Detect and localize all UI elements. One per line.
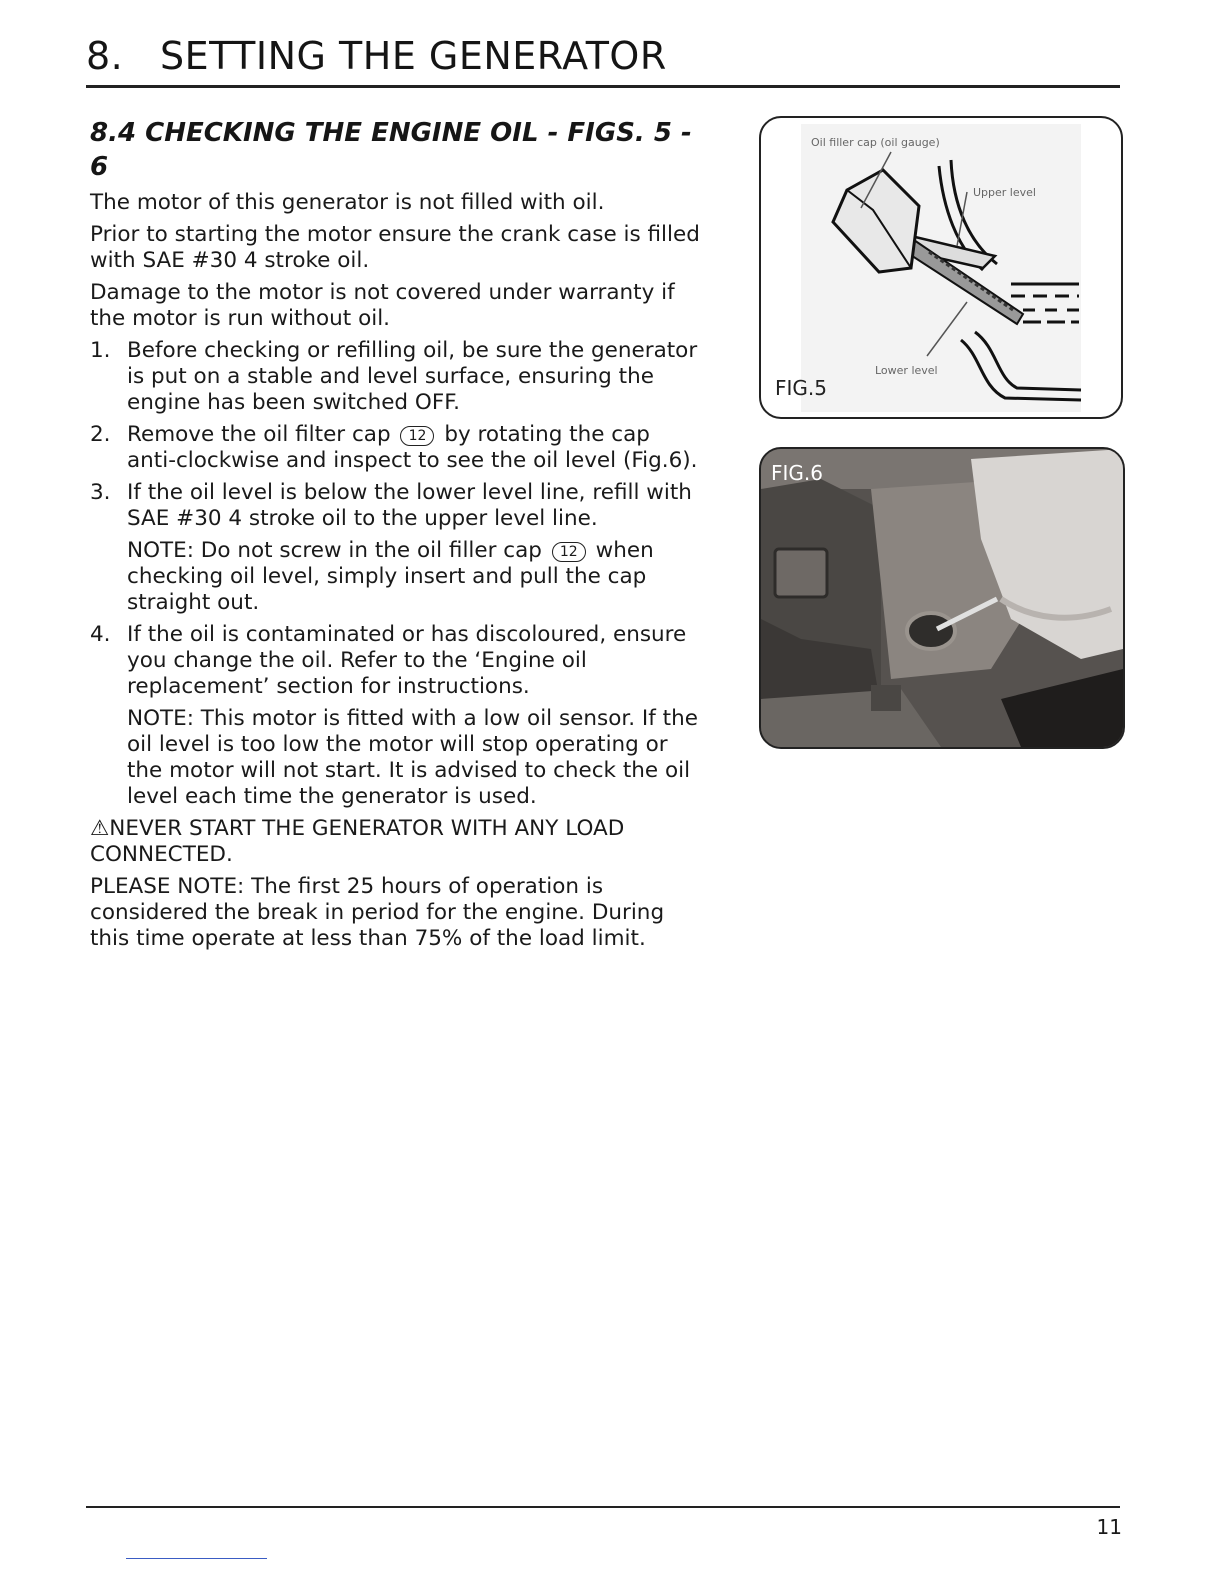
note-step-4: NOTE: This motor is fitted with a low oil sensor. If the oil level is too low the motor will stop operating or the motor will not start. It is advised to check the oil level each time the generator is used. bbox=[127, 706, 698, 809]
warning-text: NEVER START THE GENERATOR WITH ANY LOAD CONNECTED. bbox=[90, 816, 625, 867]
chapter-title-text: SETTING THE GENERATOR bbox=[160, 34, 667, 78]
figure-5 bbox=[759, 116, 1123, 419]
chapter-title bbox=[86, 34, 667, 80]
chapter-number: 8. bbox=[86, 34, 124, 78]
part-reference-badge: 12 bbox=[552, 542, 586, 562]
figure-6-label: FIG.6 bbox=[771, 461, 823, 485]
step-1 bbox=[90, 338, 705, 416]
intro-paragraph: Prior to starting the motor ensure the crank case is filled with SAE #30 4 stroke oil. bbox=[90, 222, 700, 273]
callout-lower-level: Lower level bbox=[875, 364, 938, 377]
please-note: PLEASE NOTE: The first 25 hours of operation is considered the break in period for the engine. During this time operate at less than 75% of the load limit. bbox=[90, 874, 665, 951]
step-text: If the oil is contaminated or has discoloured, ensure you change the oil. Refer to the ‘Engine oil replacement’ section for instructions. bbox=[127, 622, 687, 699]
oil-gauge-diagram bbox=[761, 118, 1121, 417]
step-number: 1. bbox=[90, 338, 111, 363]
callout-oil-filler-cap: Oil filler cap (oil gauge) bbox=[811, 136, 940, 149]
step-text: If the oil level is below the lower level line, refill with SAE #30 4 stroke oil to the upper level line. bbox=[127, 480, 692, 531]
footer-link-underline bbox=[126, 1558, 267, 1559]
intro-paragraph: The motor of this generator is not filled with oil. bbox=[90, 190, 605, 215]
section-heading: 8.4 CHECKING THE ENGINE OIL - FIGS. 5 - 6 bbox=[90, 118, 692, 182]
warning-line bbox=[90, 816, 705, 868]
figure-5-label: FIG.5 bbox=[775, 376, 827, 400]
part-reference-badge: 12 bbox=[400, 426, 434, 446]
text-column bbox=[90, 116, 705, 958]
header-rule bbox=[86, 85, 1120, 88]
step-number: 2. bbox=[90, 422, 111, 447]
warning-icon: ⚠ bbox=[90, 816, 110, 841]
page-number: 11 bbox=[1096, 1515, 1122, 1539]
dipstick-photo bbox=[761, 449, 1123, 747]
footer-rule bbox=[86, 1506, 1120, 1508]
note-text: when checking oil level, simply insert and pull the cap straight out. bbox=[127, 538, 654, 615]
step-number: 3. bbox=[90, 480, 111, 505]
intro-paragraph: Damage to the motor is not covered under warranty if the motor is run without oil. bbox=[90, 280, 675, 331]
step-2 bbox=[90, 422, 705, 474]
callout-upper-level: Upper level bbox=[973, 186, 1036, 199]
note-text: NOTE: Do not screw in the oil filler cap bbox=[127, 538, 542, 563]
step-text: by rotating the cap anti-clockwise and inspect to see the oil level (Fig.6). bbox=[127, 422, 698, 473]
note-step-3 bbox=[90, 538, 705, 616]
step-4 bbox=[90, 622, 705, 700]
step-text: Before checking or refilling oil, be sure the generator is put on a stable and level surface, ensuring the engine has been switched OFF. bbox=[127, 338, 698, 415]
figure-6 bbox=[759, 447, 1125, 749]
step-3 bbox=[90, 480, 705, 532]
step-text: Remove the oil filter cap bbox=[127, 422, 391, 447]
step-number: 4. bbox=[90, 622, 111, 647]
